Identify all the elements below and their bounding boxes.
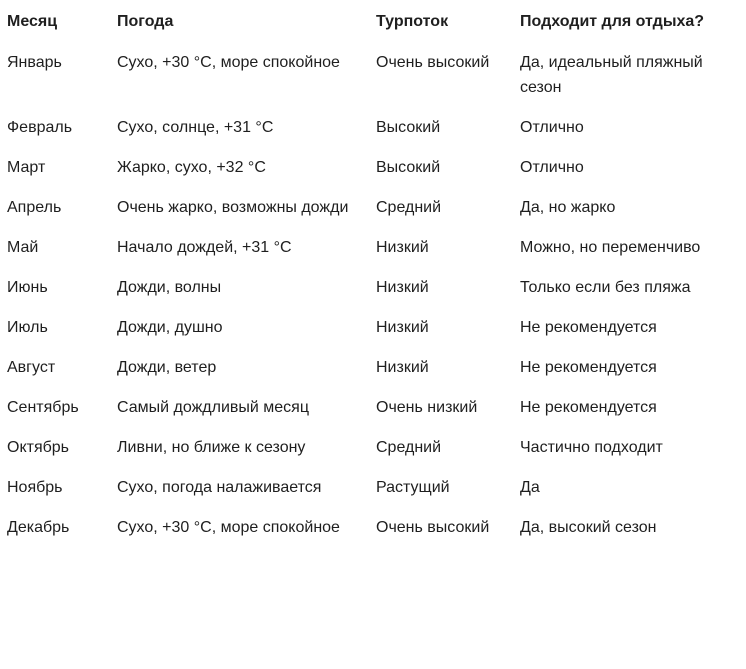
cell-tourist-flow: Высокий (376, 119, 441, 136)
cell-month: Декабрь (7, 519, 70, 536)
cell-month: Май (7, 239, 39, 256)
cell-suitable: Можно, но переменчиво (520, 239, 701, 256)
cell-suitable: Не рекомендуется (520, 399, 657, 416)
cell-weather: Сухо, +30 °C, море спокойное (117, 519, 340, 536)
header-month: Месяц (7, 13, 58, 30)
table-row (0, 347, 746, 387)
cell-weather: Ливни, но ближе к сезону (117, 439, 306, 456)
cell-tourist-flow: Очень низкий (376, 399, 478, 416)
cell-month: Февраль (7, 119, 73, 136)
cell-tourist-flow: Высокий (376, 159, 441, 176)
cell-suitable: Не рекомендуется (520, 319, 657, 336)
cell-suitable: Отлично (520, 159, 584, 176)
cell-tourist-flow: Очень высокий (376, 519, 490, 536)
cell-tourist-flow: Очень высокий (376, 54, 490, 71)
cell-weather: Самый дождливый месяц (117, 399, 309, 416)
cell-weather: Дожди, душно (117, 319, 223, 336)
table-row (0, 107, 746, 147)
cell-month: Октябрь (7, 439, 70, 456)
table-header (0, 0, 746, 42)
header-tourist-flow: Турпоток (376, 13, 449, 30)
header-suitable: Подходит для отдыха? (520, 13, 705, 30)
cell-tourist-flow: Растущий (376, 479, 450, 496)
cell-weather: Начало дождей, +31 °C (117, 239, 292, 256)
table-row (0, 387, 746, 427)
cell-weather: Дожди, ветер (117, 359, 217, 376)
cell-suitable: Частично подходит (520, 439, 663, 456)
cell-suitable: Да, высокий сезон (520, 519, 657, 536)
table-row (0, 507, 746, 542)
cell-tourist-flow: Низкий (376, 319, 429, 336)
cell-weather: Сухо, солнце, +31 °C (117, 119, 274, 136)
table-row (0, 307, 746, 347)
table-row (0, 147, 746, 187)
cell-weather: Дожди, волны (117, 279, 222, 296)
cell-weather: Сухо, погода налаживается (117, 479, 322, 496)
table-row (0, 467, 746, 507)
table-row (0, 427, 746, 467)
cell-month: Ноябрь (7, 479, 63, 496)
cell-suitable: Отлично (520, 119, 584, 136)
cell-suitable: Да, но жарко (520, 199, 616, 216)
cell-weather: Очень жарко, возможны дожди (117, 199, 349, 216)
table-row (0, 227, 746, 267)
table-row (0, 187, 746, 227)
cell-tourist-flow: Средний (376, 439, 442, 456)
table-row (0, 267, 746, 307)
table-body (0, 42, 746, 542)
cell-tourist-flow: Низкий (376, 279, 429, 296)
cell-tourist-flow: Низкий (376, 239, 429, 256)
cell-tourist-flow: Средний (376, 199, 442, 216)
cell-tourist-flow: Низкий (376, 359, 429, 376)
cell-weather: Сухо, +30 °C, море спокойное (117, 54, 340, 71)
cell-month: Сентябрь (7, 399, 79, 416)
cell-month: Июнь (7, 279, 48, 296)
cell-suitable: Не рекомендуется (520, 359, 657, 376)
cell-month: Август (7, 359, 56, 376)
cell-month: Апрель (7, 199, 62, 216)
cell-month: Июль (7, 319, 48, 336)
cell-suitable: Да, идеальный пляжный сезон (520, 54, 703, 96)
table-row (0, 42, 746, 107)
cell-suitable: Только если без пляжа (520, 279, 691, 296)
cell-month: Март (7, 159, 46, 176)
header-row (0, 0, 746, 42)
cell-weather: Жарко, сухо, +32 °C (117, 159, 266, 176)
header-weather: Погода (117, 13, 174, 30)
cell-suitable: Да (520, 479, 540, 496)
cell-month: Январь (7, 54, 62, 71)
